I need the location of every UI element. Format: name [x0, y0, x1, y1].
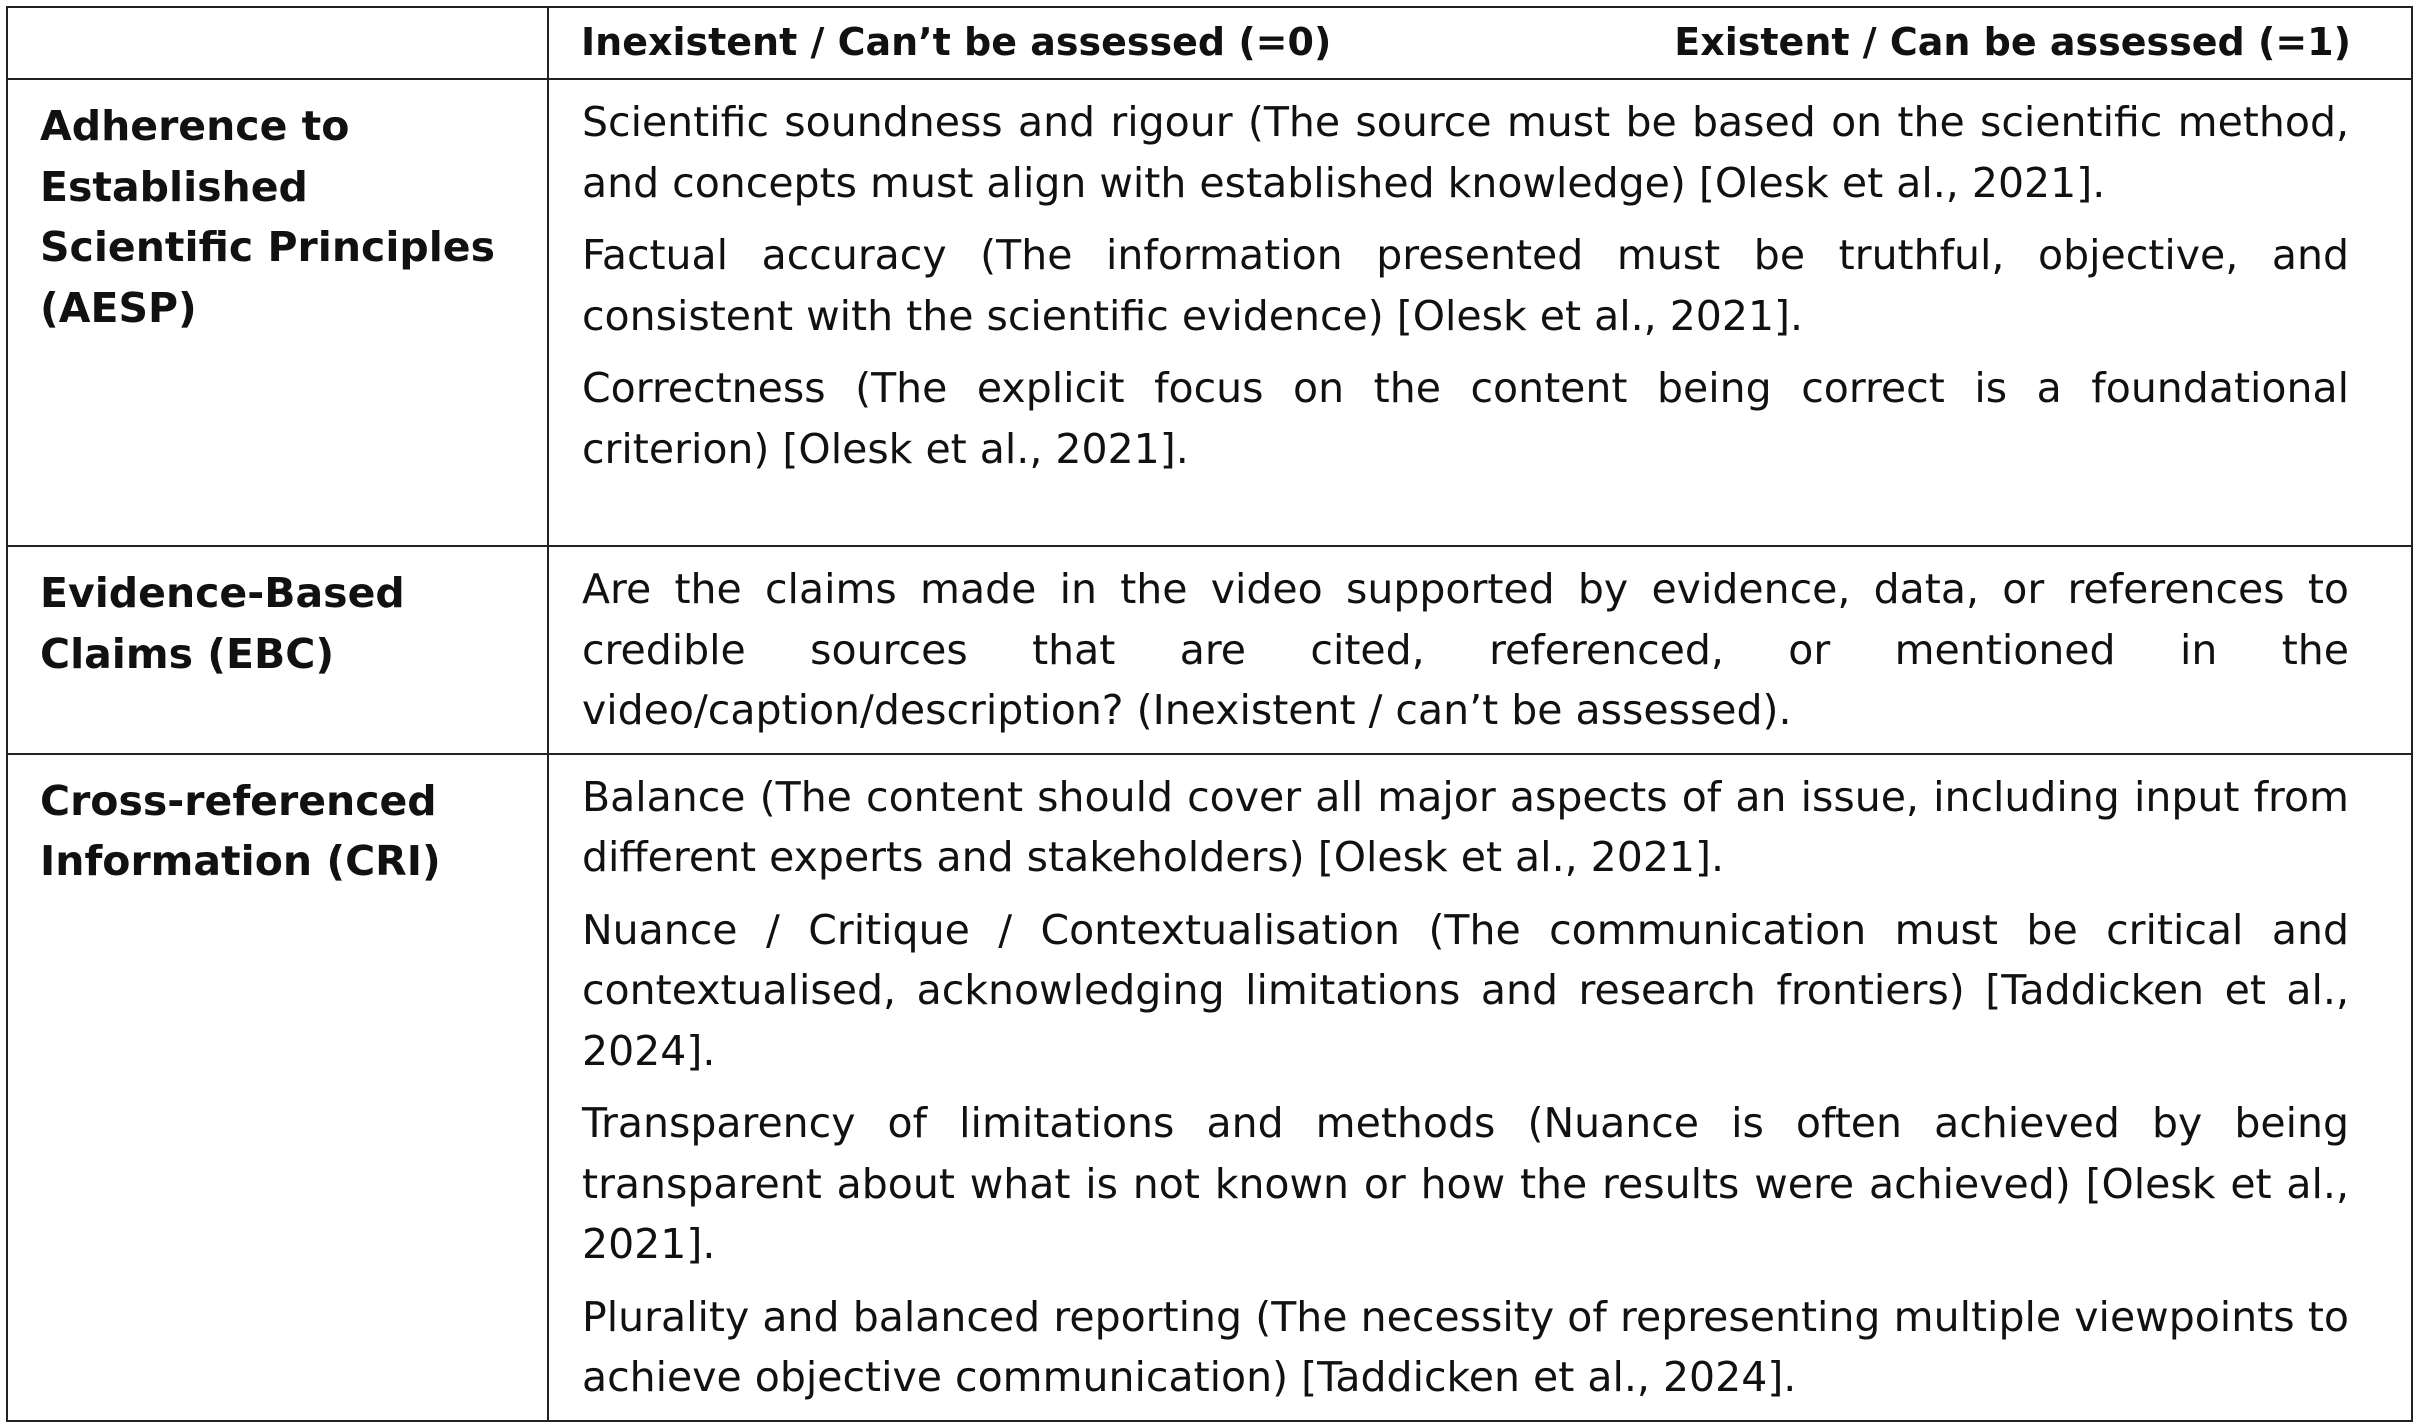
header-empty-cell — [7, 7, 548, 79]
criterion-item: Plurality and balanced reporting (The necessity of representing multiple viewpoints to achieve objective communication) [Taddicken et al., 2024]. — [582, 1292, 2349, 1401]
criterion-item: Correctness (The explicit focus on the content being correct is a foundational criterion) [Olesk et al., 2021]. — [582, 364, 2349, 473]
header-row — [7, 7, 2412, 79]
row-label-aesp: Adherence to Established Scientific Principles (AESP) — [7, 79, 548, 546]
table-row-aesp — [7, 79, 2412, 546]
criteria-table — [6, 6, 2413, 1422]
row-body-ebc — [548, 546, 2412, 754]
criterion-item: Transparency of limitations and methods (Nuance is often achieved by being transparent about what is not known or how the results were achieved) [Olesk et al., 2021]. — [582, 1099, 2349, 1268]
criterion-item: Are the claims made in the video supported by evidence, data, or references to credible sources that are cited, referenced, or mentioned in the video/caption/description? (Inexistent / can’t be assessed). — [582, 565, 2349, 734]
criterion-item: Nuance / Critique / Contextualisation (The communication must be critical and contextualised, acknowledging limitations and research frontiers) [Taddicken et al., 2024]. — [582, 905, 2349, 1075]
criterion-item: Factual accuracy (The information presented must be truthful, objective, and consistent with the scientific evidence) [Olesk et al., 2021]. — [582, 231, 2349, 340]
criterion-item: Balance (The content should cover all major aspects of an issue, including input from different experts and stakeholders) [Olesk et al., 2021]. — [582, 772, 2349, 881]
header-existent-label: Existent / Can be assessed (=1) — [1674, 20, 2351, 64]
criterion-item: Scientific soundness and rigour (The source must be based on the scientific method, and concepts must align with established knowledge) [Olesk et al., 2021]. — [582, 98, 2349, 207]
header-inexistent-label: Inexistent / Can’t be assessed (=0) — [581, 20, 1332, 64]
table-row-ebc — [7, 546, 2412, 754]
row-body-aesp — [548, 79, 2412, 546]
header-cell — [548, 7, 2412, 79]
table-row-cri — [7, 754, 2412, 1421]
row-body-cri — [548, 754, 2412, 1421]
row-label-ebc: Evidence-Based Claims (EBC) — [7, 546, 548, 754]
row-label-cri: Cross-referenced Information (CRI) — [7, 754, 548, 1421]
